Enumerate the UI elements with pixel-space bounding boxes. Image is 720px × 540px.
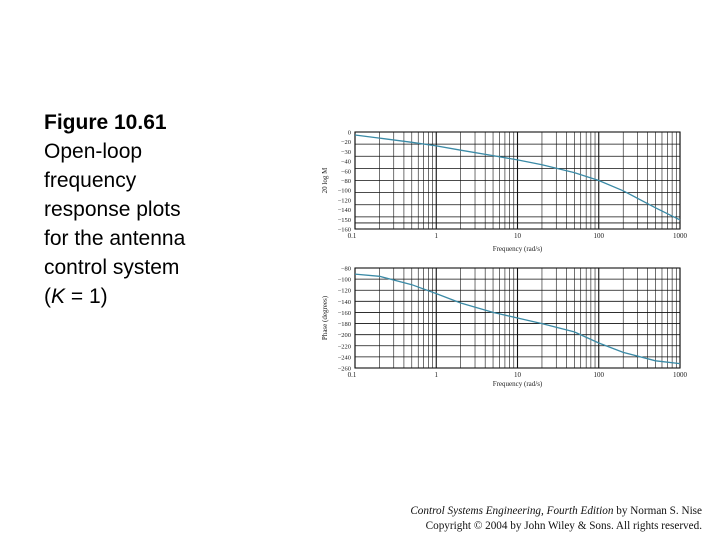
y-tick-label: −160 (337, 226, 351, 234)
y-tick-label: −140 (337, 298, 351, 306)
y-tick-label: −20 (340, 139, 351, 147)
x-tick-label: 1 (434, 232, 438, 240)
y-tick-label: −140 (337, 207, 351, 215)
x-tick-label: 0.1 (347, 232, 357, 240)
y-tick-label: −120 (337, 287, 351, 295)
x-tick-label: 1 (434, 371, 438, 379)
y-tick-label: −240 (337, 354, 351, 362)
y-axis-label: Phase (degrees) (321, 295, 329, 341)
y-tick-label: −60 (340, 168, 351, 176)
y-axis-label: 20 log M (321, 167, 329, 194)
caption-title: Figure 10.61 (44, 111, 167, 134)
y-tick-label: −100 (337, 276, 351, 284)
book-title: Control Systems Engineering, Fourth Edition (410, 505, 614, 517)
y-tick-label: −80 (340, 265, 351, 273)
x-tick-label: 100 (593, 232, 604, 240)
y-tick-label: −40 (340, 158, 351, 166)
x-tick-label: 0.1 (347, 371, 357, 379)
caption-line: frequency (44, 169, 137, 192)
x-axis-label: Frequency (rad/s) (492, 245, 543, 253)
y-tick-label: −120 (337, 197, 351, 205)
x-tick-label: 10 (514, 371, 521, 379)
y-tick-label: −180 (337, 321, 351, 329)
magnitude-plot (321, 130, 688, 254)
caption-line: for the antenna (44, 227, 186, 250)
caption-line: control system (44, 256, 180, 279)
y-tick-label: 0 (347, 129, 351, 137)
x-tick-label: 100 (593, 371, 604, 379)
caption-k-value: = 1) (65, 285, 108, 308)
x-axis-label: Frequency (rad/s) (492, 380, 543, 388)
credit-copyright: Copyright © 2004 by John Wiley & Sons. All rights reserved. (425, 520, 702, 532)
y-tick-label: −30 (340, 148, 351, 156)
caption-line: response plots (44, 198, 181, 221)
book-author: by Norman S. Nise (613, 505, 702, 517)
credit-line-1 (410, 504, 702, 519)
x-tick-label: 1000 (673, 371, 687, 379)
x-tick-label: 1000 (673, 232, 687, 240)
x-tick-label: 10 (514, 232, 521, 240)
y-tick-label: −150 (337, 216, 351, 224)
y-tick-label: −260 (337, 365, 351, 373)
y-tick-label: −220 (337, 343, 351, 351)
y-tick-label: −100 (337, 187, 351, 195)
caption-open-paren: ( (44, 285, 51, 308)
caption-line: Open-loop (44, 140, 143, 163)
caption-variable-k: K (51, 285, 66, 308)
y-tick-label: −80 (340, 178, 351, 185)
y-tick-label: −200 (337, 332, 351, 340)
phase-plot (321, 266, 688, 389)
book-credit (410, 504, 702, 534)
y-tick-label: −160 (337, 309, 351, 317)
